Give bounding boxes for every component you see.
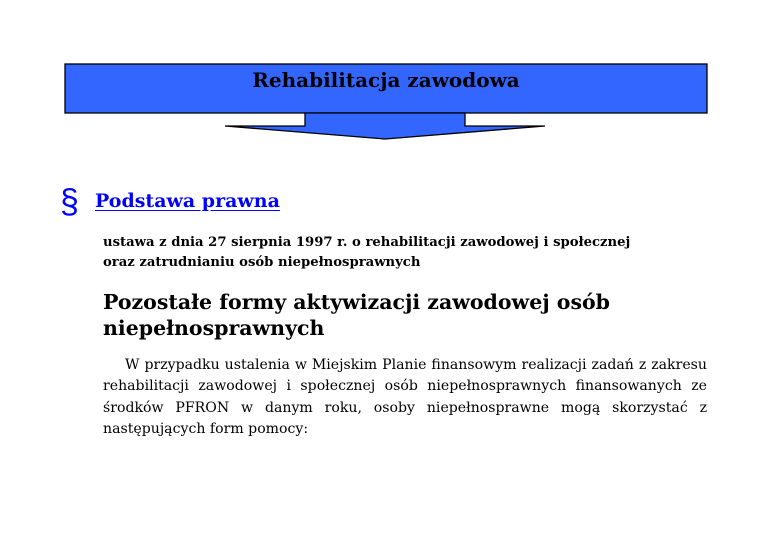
page-heading <box>103 289 718 341</box>
page-heading-line-1: Pozostałe formy aktywizacji zawodowej osób <box>103 290 611 314</box>
page-heading-line-2: niepełnosprawnych <box>103 316 325 340</box>
legal-basis-section <box>58 180 718 224</box>
header-banner <box>0 0 768 150</box>
body-paragraph: W przypadku ustalenia w Miejskim Planie finansowym realizacji zadań z zakresu rehabilitacji zawodowej i społecznej osób niepełnosprawnych finansowanych ze środków PFRON w danym roku, osoby niepełnosprawne mogą skorzystać z następujących form pomocy: <box>103 357 707 437</box>
law-reference-line-2: oraz zatrudnianiu osób niepełnosprawnych <box>103 255 421 270</box>
legal-basis-link[interactable]: Podstawa prawna <box>95 190 280 212</box>
down-arrow-icon <box>225 113 545 139</box>
law-reference <box>103 233 713 273</box>
section-mark-icon: § <box>60 183 79 221</box>
law-reference-line-1: ustawa z dnia 27 sierpnia 1997 r. o rehabilitacji zawodowej i społecznej <box>103 235 631 250</box>
banner-title: Rehabilitacja zawodowa <box>252 68 520 92</box>
